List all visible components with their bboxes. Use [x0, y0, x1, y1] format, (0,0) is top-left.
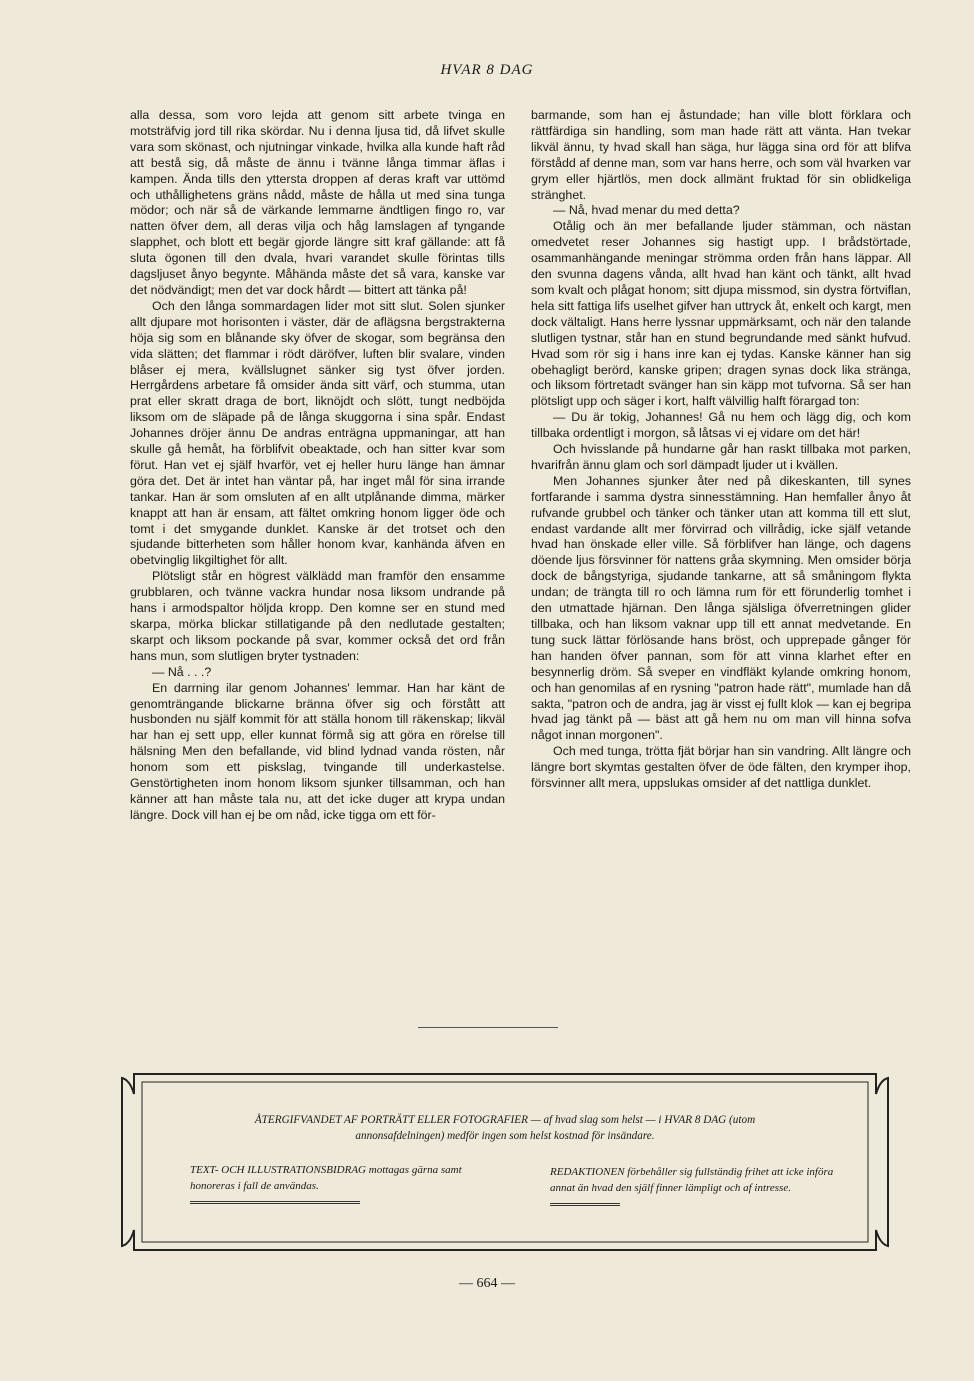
paragraph: barmande, som han ej åstundade; han ville blott förklara och rättfärdiga sin handling, som man hade rätt att vänta. Han tvekar likväl ännu, ty hvad skall han säga, hur lägga sina ord för att blifva förstådd af denne man, som var hans herre, och som väl hvarken var grym eller hjärtlös, men dock allmänt fruktad för sin oblidkeliga stränghet. — [531, 108, 911, 202]
paragraph: — Nå, hvad menar du med detta? — [553, 203, 740, 218]
paragraph: Otålig och än mer befallande ljuder stämman, och nästan omedvetet reser Johannes sig hastigt upp. I brådstörtade, osammanhängande meningar strömma orden från hans läppar. All den svunna dagens vånda, allt hvad han känt och tänkt, allt hvad som kvalt och plågat honom; sitt djupa missmod, sin dystra förtviflan, hela sitt fattiga lifs uselhet gifver han uttryck åt, enkelt och kargt, men dock vältaligt. Hans herre lyssnar uppmärksamt, och när den talande slutligen tystnar, står han en stund begrundande med sänkt hufvud. Hvad som rör sig i hans inre kan ej tydas. Kanske känner han sig obehagligt berörd, kanske gripen; dragen synas dock lika stränga, och liksom förtretadt svänger han sin käpp mot tufvorna. Så ser han plötsligt upp och säger i kort, halft välvillig halft förargad ton: — [531, 219, 911, 409]
editorial-notice-box — [120, 1068, 890, 1256]
page-number: — 664 — — [459, 1276, 515, 1291]
paragraph: Och hvisslande på hundarne går han raskt tillbaka mot parken, hvarifrån ännu glam och sorl dämpadt ljuder ut i kvällen. — [531, 442, 911, 472]
notice-filler-line — [190, 1201, 360, 1204]
paragraph: En darrning ilar genom Johannes' lemmar. Han har känt de genomträngande blickarne bränna öfver sig och förstått att husbonden nu själf kommit för att ställa honom till räkenskap; likväl har han ej sett upp, eller kunnat förmå sig att göra en rörelse till hälsning Men den befallande, vid blind lydnad vanda rösten, når honom som ett piskslag, tvingande till underkastelse. Genstörtigheten inom honom liksom sjunker tillsamman, och han känner att han måste tala nu, att det icke duger att krypa undan längre. Dock vill han ej be om nåd, icke tigga om ett för- — [130, 680, 505, 822]
paragraph: Men Johannes sjunker åter ned på dikeskanten, till synes fortfarande i samma dystra sinnesstämning. Han hemfaller ånyo åt rufvande grubbel och tänker och tänker utan att komma till ett slut, endast vardande allt mer förvirrad och villrådig, icke själf vetande hvad han önskade eller ville. Så förblifver han länge, och dagens döende ljus försvinner för nattens gråa skymning. Men omsider börja dock de bångstyriga, sjudande tankarne, att så småningom flykta undan; de trängta till ro och lämna rum för ett förunderlig tomhet i den utmattade hjärnan. Den långa själsliga öfverretningen glider tillbaka, och han liksom vaknar upp till ett annat medvetande. En tung suck lättar förlösande hans bröst, och upprepade gånger för han handen öfver pannan, som för att vinna klarhet efter en besynnerlig dröm. Så sveper en vindfläkt kylande omkring honom, och han genomilas af en rysning "patron hade rätt", mumlade han då sakta, "patron och de andra, jag är visst ej fullt klok — kan ej begripa hvad jag tänkt på — bäst att gå hem nu om man vill hinna sofva något innan morgonen". — [531, 473, 911, 743]
paragraph: — Nå . . .? — [152, 664, 212, 679]
paragraph: Och med tunga, trötta fjät börjar han sin vandring. Allt längre och längre bort skymtas gestalten öfver de öde fälten, den krymper ihop, försvinner allt mera, uppslukas omsider af det nattliga dunklet. — [531, 744, 911, 791]
section-divider — [418, 1027, 558, 1028]
notice-contributions-body: TEXT- OCH ILLUSTRATIONSBIDRAG mottagas gärna samt honoreras i fall de användas. — [190, 1164, 462, 1192]
page-header: HVAR 8 DAG — [440, 62, 534, 78]
notice-reproduction-text: ÅTERGIFVANDET AF PORTRÄTT ELLER FOTOGRAFIER — af hvad slag som helst — i HVAR 8 DAG (utom annonsafdelningen) medför ingen som helst kostnad för insändare. — [254, 1114, 756, 1142]
paragraph: Plötsligt står en högrest välklädd man framför den ensamme grubblaren, och tvänne vackra hundar nosa liksom undrande på hans i armodspaltor höljda kropp. Den komne ser en stund med skarpa, mörka blickar stillatigande på den nedlutade gestalten; skarpt och liksom pockande på svar, kommer också det ord från hans mun, som slutligen bryter tystnaden: — [130, 569, 505, 663]
notice-contributions-text — [190, 1162, 470, 1210]
paragraph: alla dessa, som voro lejda att genom sitt arbete tvinga en motsträfvig jord till rika skördar. Nu i denna ljusa tid, då lifvet skulle vara som skönast, och njutningar vinkade, hvilka alla kunde haft råd att bestå sig, då måste de ännu i tvänne långa timmar äflas i kampen. Ända tills den yttersta droppen af deras kraft var uttömd och uthållighetens gräns nådd, måste de hålla ut med sina tunga mödor; och när så de värkande lemmarne ändtligen fingo ro, var natten öfver dem, all deras vilja och håg lamslagen af tyngande slapphet, och blott ett begär gjorde längre sitt kraf gällande: att få sluta ögonen till den dvala, hvari varandet skulle förintas tills dagsljuset ånyo begynte. Måhända måste det så vara, kanske var det nödvändigt; men det var dock hårdt — bittert att tänka på! — [130, 108, 505, 297]
paragraph: — Du är tokig, Johannes! Gå nu hem och lägg dig, och kom tillbaka ordentligt i morgon, så låtsas vi ej vidare om det här! — [531, 410, 911, 441]
article-column-left — [130, 108, 505, 824]
notice-filler-line — [550, 1203, 620, 1206]
notice-editorial-body: REDAKTIONEN förbehåller sig fullständig frihet att icke införa annat än hvad den själf finner lämpligt och af intresse. — [550, 1166, 834, 1194]
article-column-right — [531, 108, 911, 792]
notice-editorial-text — [550, 1164, 845, 1212]
paragraph: Och den långa sommardagen lider mot sitt slut. Solen sjunker allt djupare mot horisonten i väster, där de aflägsna bergstrakterna höja sig som en blånande sky öfver de skogar, som begränsa den vida slätten; det flammar i rödt däröfver, luften blir svalare, vinden blåser ej mera, kvällslugnet sänker sig tyst öfver jorden. Herrgårdens arbetare få omsider ända sitt värf, och stumma, utan prat eller skratt draga de bort, liknöjdt och slött, tungt nedböjda liksom om de släpade på de långa skuggorna i sina spår. Endast Johannes dröjer ännu De andras enträgna uppmaningar, att han skulle gå hemåt, ha förblifvit obeaktade, och han sitter kvar som förut. Han vet ej själf hvarför, vet ej heller huru länge han ämnar göra det. Det är intet han väntar på, har inget mål för sina irrande tankar. Han är som omsluten af en allt utplånande dimma, märker knappt att han är ensam, att fältet omkring honom ligger öde och tomt i det smygande dunklet. Kanske är det trotset och den sjudande bitterheten som håller honom kvar, kanhända äfven en obetvinglig likgiltighet för allt. — [130, 298, 505, 568]
